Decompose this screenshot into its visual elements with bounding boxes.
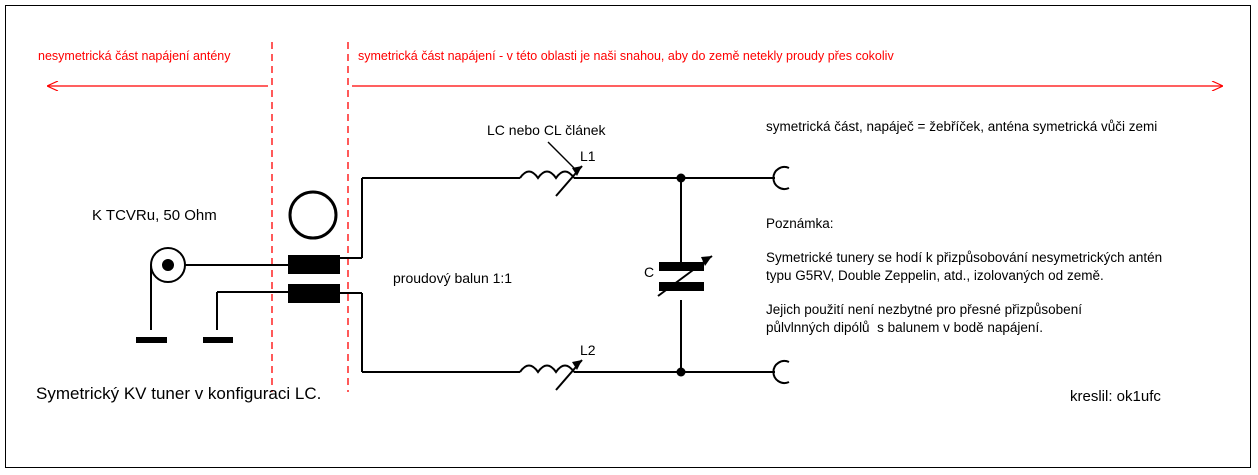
label-unbalanced-region: nesymetrická část napájení antény	[38, 49, 231, 63]
output-terminal-top-icon	[773, 167, 789, 189]
inductor-l1-symbol	[520, 166, 680, 196]
inductor-l2-symbol	[520, 360, 680, 390]
output-terminal-bottom-icon	[773, 361, 789, 383]
output-conductors	[681, 178, 775, 372]
note-line-3: Jejich použití není nezbytné pro přesné přizpůsobení	[766, 302, 1082, 317]
label-c: C	[644, 264, 655, 280]
label-l2: L2	[580, 342, 596, 358]
label-lc-block: LC nebo CL článek	[487, 122, 606, 138]
note-line-1: Symetrické tunery se hodí k přizpůsobování nesymetrických antén	[766, 250, 1163, 265]
author-credit: kreslil: ok1ufc	[1070, 388, 1161, 405]
label-current-balun: proudový balun 1:1	[393, 270, 513, 286]
note-line-4: půlvlnných dipólů s balunem v bodě napájení.	[766, 320, 1043, 335]
note-balanced-side: symetrická část, napáječ = žebříček, anténa symetrická vůči zemi	[766, 119, 1158, 134]
balun-core-icon	[290, 192, 336, 238]
label-balanced-region: symetrická část napájení - v této oblasti je naši snahou, aby do země netekly proudy přes cokoliv	[358, 49, 894, 63]
note-line-2: typu G5RV, Double Zeppelin, atd., izolovaných od země.	[766, 268, 1104, 283]
coax-connector-icon	[151, 248, 185, 282]
lc-label-leader-line	[548, 142, 578, 172]
note-label: Poznámka:	[766, 216, 834, 231]
diagram-title: Symetrický KV tuner v konfiguraci LC.	[36, 384, 322, 403]
balun-windings-icon	[288, 255, 340, 303]
label-l1: L1	[580, 148, 596, 164]
label-tcvr-port: K TCVRu, 50 Ohm	[92, 207, 217, 224]
